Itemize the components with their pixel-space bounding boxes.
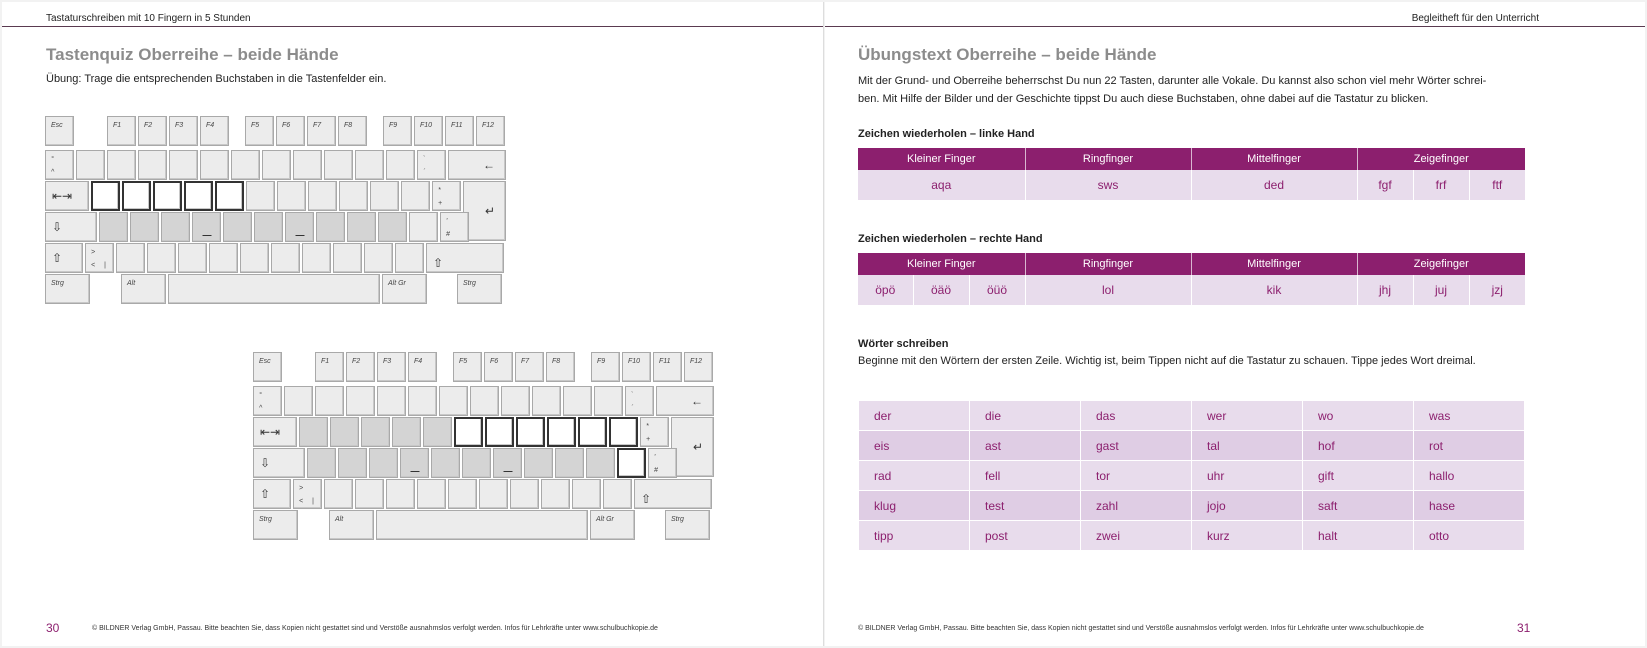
letter-key <box>364 243 393 273</box>
number-key <box>284 386 313 416</box>
letter-key[interactable] <box>184 181 213 211</box>
enter-key <box>671 417 714 477</box>
table-cell: öäö <box>913 275 969 305</box>
number-key <box>169 150 198 180</box>
letter-key <box>223 212 252 242</box>
word-cell: gast <box>1081 431 1192 461</box>
key-label: F12 <box>482 122 495 129</box>
word-cell: fell <box>970 461 1081 491</box>
letter-key <box>130 212 159 242</box>
letter-key[interactable] <box>617 448 646 478</box>
table-cell: ded <box>1191 170 1357 200</box>
altgr-key <box>382 274 427 304</box>
left-hand-heading: Zeichen wiederholen – linke Hand <box>858 128 1035 140</box>
alt-key <box>329 510 374 540</box>
key-label: Strg <box>463 280 476 287</box>
key-label: ` <box>423 156 426 163</box>
key-label: F11 <box>659 358 671 365</box>
letter-key[interactable] <box>609 417 638 447</box>
header-mittelfinger: Mittelfinger <box>1191 253 1357 275</box>
words-heading: Wörter schreiben <box>858 338 949 350</box>
tab-icon: ⇤⇥ <box>52 189 73 203</box>
instruction: Übung: Trage die entsprechenden Buchstaben in die Tastenfelder ein. <box>46 73 387 85</box>
altgr-key <box>590 510 635 540</box>
key-label: F7 <box>313 122 322 129</box>
letter-key <box>116 243 145 273</box>
letter-key[interactable] <box>454 417 483 447</box>
letter-key <box>246 181 275 211</box>
f-key <box>138 116 167 146</box>
space-key <box>376 510 588 540</box>
table-cell: ftf <box>1469 170 1525 200</box>
letter-key <box>302 243 331 273</box>
letter-key <box>541 479 570 509</box>
key-label: F7 <box>521 358 530 365</box>
key-label: F9 <box>597 358 606 365</box>
letter-key[interactable] <box>215 181 244 211</box>
word-cell: test <box>970 491 1081 521</box>
f-key <box>107 116 136 146</box>
word-cell: saft <box>1303 491 1414 521</box>
letter-key <box>254 212 283 242</box>
word-cell: zahl <box>1081 491 1192 521</box>
key-label: Alt Gr <box>596 516 614 523</box>
letter-key[interactable] <box>547 417 576 447</box>
acute-key <box>417 150 446 180</box>
word-cell: rot <box>1414 431 1525 461</box>
letter-key <box>555 448 584 478</box>
word-cell: hallo <box>1414 461 1525 491</box>
key-label: F1 <box>321 358 330 365</box>
words-table <box>858 400 1525 551</box>
esc-key <box>45 116 74 146</box>
number-key <box>594 386 623 416</box>
number-key <box>386 150 415 180</box>
number-key <box>439 386 468 416</box>
letter-key <box>431 448 460 478</box>
f-key <box>245 116 274 146</box>
key-label-secondary: ^ <box>51 169 55 176</box>
shift-icon: ⇧ <box>52 251 63 265</box>
header-ringfinger: Ringfinger <box>1025 148 1191 170</box>
key-label: F11 <box>451 122 463 129</box>
letter-key[interactable] <box>153 181 182 211</box>
letter-key <box>271 243 300 273</box>
word-cell: post <box>970 521 1081 551</box>
letter-key <box>493 448 522 478</box>
key-label-secondary: # <box>446 231 450 238</box>
key-label: F10 <box>628 358 641 365</box>
f-key <box>622 352 651 382</box>
key-label: F4 <box>414 358 423 365</box>
letter-key <box>510 479 539 509</box>
word-cell: der <box>859 401 970 431</box>
key-label-secondary: + <box>646 436 651 443</box>
running-head: Begleitheft für den Unterricht <box>1411 13 1539 24</box>
key-label: * <box>646 423 649 430</box>
letter-key <box>479 479 508 509</box>
backspace-icon: ← <box>691 394 703 408</box>
f-key <box>476 116 505 146</box>
letter-key[interactable] <box>578 417 607 447</box>
intro-line-2: ben. Mit Hilfe der Bilder und der Geschichte tippst Du auch diese Buchstaben, ohne dabei auf die Tastatur zu blicken. <box>858 93 1429 105</box>
table-cell: sws <box>1025 170 1191 200</box>
word-cell: hof <box>1303 431 1414 461</box>
capslock-key <box>253 448 305 478</box>
letter-key <box>147 243 176 273</box>
header-ringfinger: Ringfinger <box>1025 253 1191 275</box>
letter-key <box>401 181 430 211</box>
number-key <box>262 150 291 180</box>
f-key <box>169 116 198 146</box>
f-key <box>315 352 344 382</box>
letter-key <box>400 448 429 478</box>
header-rule <box>2 26 823 27</box>
word-cell: klug <box>859 491 970 521</box>
table-row <box>859 401 1525 431</box>
f-key <box>414 116 443 146</box>
backspace-key <box>448 150 506 180</box>
word-cell: kurz <box>1192 521 1303 551</box>
word-cell: uhr <box>1192 461 1303 491</box>
word-cell: das <box>1081 401 1192 431</box>
header-kleiner-finger: Kleiner Finger <box>858 148 1025 170</box>
hash-key <box>648 448 677 478</box>
caret-key <box>45 150 74 180</box>
table-cell: frf <box>1413 170 1469 200</box>
letter-key <box>395 243 424 273</box>
letter-key <box>324 479 353 509</box>
number-key <box>107 150 136 180</box>
shift-icon: ⇧ <box>433 256 444 270</box>
letter-key <box>347 212 376 242</box>
f-key <box>200 116 229 146</box>
number-key <box>563 386 592 416</box>
key-label-secondary: # <box>654 467 658 474</box>
number-key <box>408 386 437 416</box>
table-cell: öüö <box>969 275 1025 305</box>
number-key <box>501 386 530 416</box>
letter-key <box>370 181 399 211</box>
enter-key <box>463 181 506 241</box>
capslock-icon: ⇩ <box>260 456 271 470</box>
letter-key[interactable] <box>91 181 120 211</box>
word-cell: zwei <box>1081 521 1192 551</box>
key-label: Strg <box>259 516 272 523</box>
letter-key <box>524 448 553 478</box>
letter-key <box>333 243 362 273</box>
shift-right-key <box>426 243 504 273</box>
key-label: F4 <box>206 122 215 129</box>
page-number: 30 <box>46 621 60 635</box>
word-cell: jojo <box>1192 491 1303 521</box>
key-label: F8 <box>552 358 561 365</box>
f-key <box>307 116 336 146</box>
ctrl-right-key <box>665 510 710 540</box>
table-cell: lol <box>1025 275 1191 305</box>
word-cell: eis <box>859 431 970 461</box>
plus-key <box>432 181 461 211</box>
number-key <box>532 386 561 416</box>
letter-key <box>386 479 415 509</box>
table-cell: jzj <box>1469 275 1525 305</box>
header-zeigefinger: Zeigefinger <box>1357 148 1525 170</box>
shift-left-key <box>45 243 83 273</box>
word-cell: hase <box>1414 491 1525 521</box>
letter-key <box>355 479 384 509</box>
letter-key <box>369 448 398 478</box>
letter-key <box>285 212 314 242</box>
key-label: F3 <box>383 358 392 365</box>
key-label: F9 <box>389 122 398 129</box>
f-key <box>484 352 513 382</box>
letter-key <box>338 448 367 478</box>
letter-key <box>339 181 368 211</box>
left-page <box>2 2 824 646</box>
f-key <box>276 116 305 146</box>
plus-key <box>640 417 669 447</box>
ctrl-left-key <box>253 510 298 540</box>
f-key <box>653 352 682 382</box>
header-mittelfinger: Mittelfinger <box>1191 148 1357 170</box>
shift-icon: ⇧ <box>260 487 271 501</box>
key-label-secondary: + <box>438 200 443 207</box>
alt-key <box>121 274 166 304</box>
letter-key[interactable] <box>485 417 514 447</box>
word-cell: otto <box>1414 521 1525 551</box>
key-label: F2 <box>144 122 153 129</box>
right-hand-heading: Zeichen wiederholen – rechte Hand <box>858 233 1043 245</box>
key-label: > <box>91 249 96 256</box>
capslock-key <box>45 212 97 242</box>
letter-key <box>330 417 359 447</box>
tab-key <box>45 181 89 211</box>
letter-key <box>307 448 336 478</box>
key-label-secondary: ^ <box>259 405 263 412</box>
letter-key <box>409 212 438 242</box>
word-cell: halt <box>1303 521 1414 551</box>
letter-key <box>448 479 477 509</box>
letter-key <box>392 417 421 447</box>
number-key <box>138 150 167 180</box>
key-label: ` <box>631 392 634 399</box>
letter-key <box>240 243 269 273</box>
letter-key <box>423 417 452 447</box>
letter-key <box>161 212 190 242</box>
key-label-secondary: ´ <box>631 405 634 412</box>
key-label: F12 <box>690 358 703 365</box>
home-key-bump <box>202 235 211 236</box>
enter-icon: ↵ <box>692 440 703 454</box>
f-key <box>684 352 713 382</box>
esc-key <box>253 352 282 382</box>
f-key <box>408 352 437 382</box>
table-row <box>859 431 1525 461</box>
key-label: F5 <box>251 122 260 129</box>
key-label-secondary: ´ <box>423 169 426 176</box>
key-label: F3 <box>175 122 184 129</box>
home-key-bump <box>503 471 512 472</box>
word-cell: tipp <box>859 521 970 551</box>
key-label: F10 <box>420 122 433 129</box>
letter-key <box>308 181 337 211</box>
key-label: F2 <box>352 358 361 365</box>
letter-key <box>178 243 207 273</box>
intro-line-1: Mit der Grund- und Oberreihe beherrschst Du nun 22 Tasten, darunter alle Vokale. Du kannst also schon viel mehr Wörter schrei- <box>858 75 1487 87</box>
f-key <box>515 352 544 382</box>
table-cell: juj <box>1413 275 1469 305</box>
table-cell: kik <box>1191 275 1357 305</box>
space-key <box>168 274 380 304</box>
number-key <box>324 150 353 180</box>
f-key <box>377 352 406 382</box>
table-row <box>859 491 1525 521</box>
letter-key[interactable] <box>122 181 151 211</box>
letter-key <box>316 212 345 242</box>
key-label-pipe: | <box>312 498 314 505</box>
word-cell: ast <box>970 431 1081 461</box>
table-row <box>859 521 1525 551</box>
letter-key <box>99 212 128 242</box>
key-label: Alt Gr <box>388 280 406 287</box>
key-label: Esc <box>259 358 271 365</box>
key-label: Alt <box>127 280 136 287</box>
key-label: Strg <box>671 516 684 523</box>
f-key <box>338 116 367 146</box>
key-label: * <box>438 187 441 194</box>
key-label-secondary: < <box>91 262 96 269</box>
shift-right-key <box>634 479 712 509</box>
table-row <box>859 461 1525 491</box>
capslock-icon: ⇩ <box>52 220 63 234</box>
shift-left-key <box>253 479 291 509</box>
letter-key <box>462 448 491 478</box>
f-key <box>383 116 412 146</box>
number-key <box>377 386 406 416</box>
lt-key <box>293 479 322 509</box>
shift-icon: ⇧ <box>641 492 652 506</box>
letter-key <box>572 479 601 509</box>
f-key <box>591 352 620 382</box>
page-number: 31 <box>1517 621 1531 635</box>
table-cell: jhj <box>1357 275 1413 305</box>
key-label: Alt <box>335 516 344 523</box>
header-zeigefinger: Zeigefinger <box>1357 253 1525 275</box>
table-cell: aqa <box>858 170 1025 200</box>
letter-key <box>277 181 306 211</box>
key-label: F8 <box>344 122 353 129</box>
word-cell: gift <box>1303 461 1414 491</box>
key-label: F5 <box>459 358 468 365</box>
number-key <box>470 386 499 416</box>
letter-key <box>209 243 238 273</box>
key-label-secondary: < <box>299 498 304 505</box>
header-rule <box>825 26 1645 27</box>
number-key <box>200 150 229 180</box>
copyright-footer: © BILDNER Verlag GmbH, Passau. Bitte beachten Sie, dass Kopien nicht gestattet sind und Verstöße ausnahmslos verfolgt werden. Infos für Lehrkräfte unter www.schulbuchkopie.de <box>92 625 658 632</box>
left-hand-table <box>858 148 1525 200</box>
key-label: F6 <box>490 358 499 365</box>
word-cell: tor <box>1081 461 1192 491</box>
ctrl-left-key <box>45 274 90 304</box>
acute-key <box>625 386 654 416</box>
letter-key <box>417 479 446 509</box>
key-label: ' <box>446 218 448 225</box>
key-label: > <box>299 485 304 492</box>
word-cell: rad <box>859 461 970 491</box>
letter-key <box>192 212 221 242</box>
tab-icon: ⇤⇥ <box>260 425 281 439</box>
caret-key <box>253 386 282 416</box>
key-label: ° <box>259 392 262 399</box>
letter-key[interactable] <box>516 417 545 447</box>
letter-key <box>361 417 390 447</box>
word-cell: wo <box>1303 401 1414 431</box>
hash-key <box>440 212 469 242</box>
key-label: ' <box>654 454 656 461</box>
page-title: Tastenquiz Oberreihe – beide Hände <box>46 45 339 64</box>
number-key <box>346 386 375 416</box>
number-key <box>355 150 384 180</box>
key-label: ° <box>51 156 54 163</box>
home-key-bump <box>410 471 419 472</box>
number-key <box>315 386 344 416</box>
right-page <box>825 2 1645 646</box>
letter-key <box>299 417 328 447</box>
letter-key <box>586 448 615 478</box>
lt-key <box>85 243 114 273</box>
running-head: Tastaturschreiben mit 10 Fingern in 5 Stunden <box>46 13 251 24</box>
word-cell: wer <box>1192 401 1303 431</box>
f-key <box>346 352 375 382</box>
home-key-bump <box>295 235 304 236</box>
enter-icon: ↵ <box>484 204 495 218</box>
key-label: F6 <box>282 122 291 129</box>
tab-key <box>253 417 297 447</box>
letter-key <box>378 212 407 242</box>
word-cell: tal <box>1192 431 1303 461</box>
key-label: F1 <box>113 122 122 129</box>
table-cell: fgf <box>1357 170 1413 200</box>
f-key <box>445 116 474 146</box>
number-key <box>231 150 260 180</box>
f-key <box>453 352 482 382</box>
word-cell: was <box>1414 401 1525 431</box>
ctrl-right-key <box>457 274 502 304</box>
number-key <box>76 150 105 180</box>
word-cell: die <box>970 401 1081 431</box>
words-instruction: Beginne mit den Wörtern der ersten Zeile. Wichtig ist, beim Tippen nicht auf die Tastatur zu schauen. Tippe jedes Wort dreimal. <box>858 355 1476 367</box>
backspace-icon: ← <box>483 158 495 172</box>
right-hand-table <box>858 253 1525 305</box>
f-key <box>546 352 575 382</box>
key-label-pipe: | <box>104 262 106 269</box>
backspace-key <box>656 386 714 416</box>
number-key <box>293 150 322 180</box>
key-label: Strg <box>51 280 64 287</box>
key-label: Esc <box>51 122 63 129</box>
letter-key <box>603 479 632 509</box>
copyright-footer: © BILDNER Verlag GmbH, Passau. Bitte beachten Sie, dass Kopien nicht gestattet sind und Verstöße ausnahmslos verfolgt werden. Infos für Lehrkräfte unter www.schulbuchkopie.de <box>858 625 1424 632</box>
page-title: Übungstext Oberreihe – beide Hände <box>858 45 1157 64</box>
header-kleiner-finger: Kleiner Finger <box>858 253 1025 275</box>
table-cell: öpö <box>858 275 913 305</box>
